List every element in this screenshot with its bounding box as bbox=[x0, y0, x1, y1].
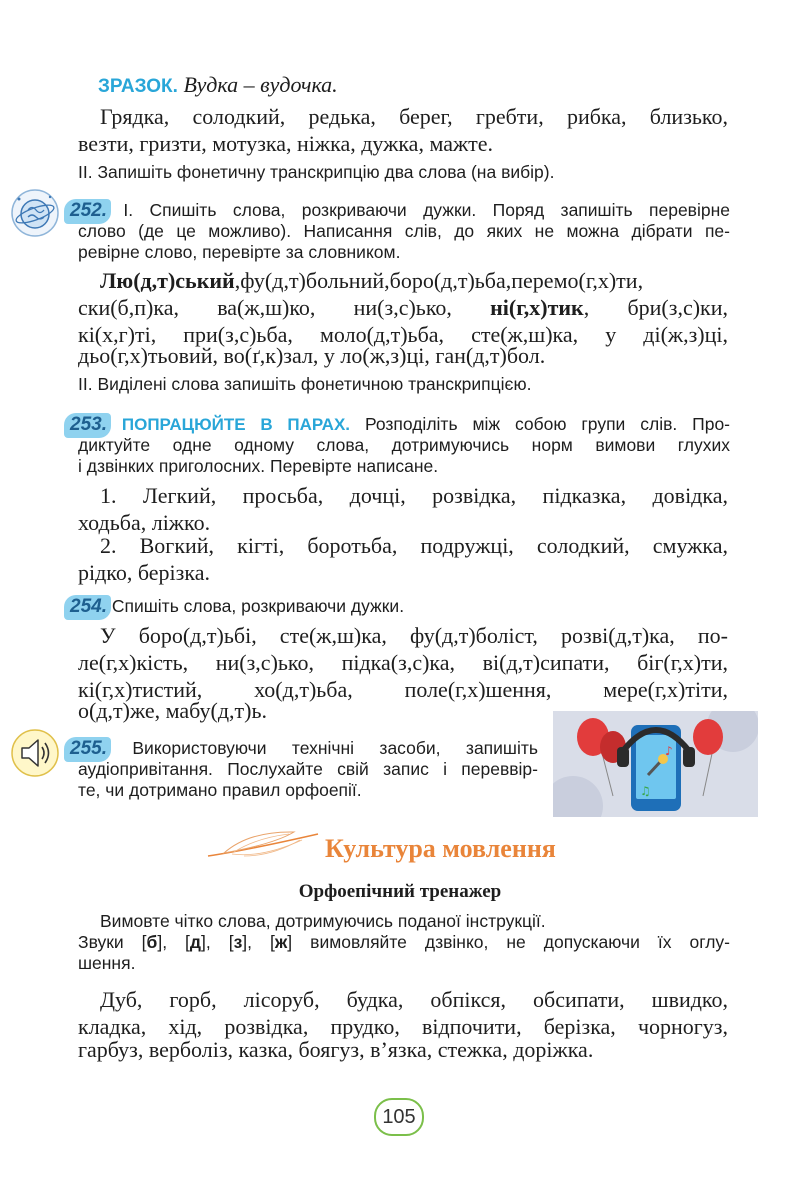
instruction-2 bbox=[78, 932, 730, 953]
ex253-group1a: 1. Легкий, просьба, дочці, розвідка, підказка, довідка, bbox=[100, 483, 728, 508]
ex255-line3: те, чи дотримано правил орфоепії. bbox=[78, 780, 362, 800]
ex252-words-line1 bbox=[100, 267, 728, 295]
ex253-group1b: ходьба, ліжко. bbox=[78, 510, 211, 535]
sound-d: д bbox=[189, 932, 202, 952]
ex253-group2b: рідко, берізка. bbox=[78, 560, 210, 585]
drill-words-line3: гарбуз, верболіз, казка, боягуз, в’язка, стежка, доріжка. bbox=[78, 1037, 594, 1062]
ex253-number: 253. bbox=[70, 414, 107, 435]
ex252-line1 bbox=[70, 200, 730, 221]
sound-b: б bbox=[146, 932, 158, 952]
svg-text:♫: ♫ bbox=[640, 784, 651, 798]
ex255-text: Використовуючи технічні засоби, запишіть bbox=[132, 738, 538, 758]
words-line: везти, гризти, мотузка, ніжка, дужка, мажте. bbox=[78, 131, 494, 156]
feather-ornament-icon bbox=[204, 826, 324, 866]
words-block-1b bbox=[78, 130, 728, 158]
task-ii-transcription: II. Запишіть фонетичну транскрипцію два слова (на вибір). bbox=[78, 162, 555, 182]
ex255-number: 255. bbox=[70, 738, 107, 759]
instr-text: ], [ bbox=[201, 932, 234, 952]
ex253-line2: диктуйте одне одному слова, дотримуючись норм вимови глухих bbox=[78, 435, 730, 455]
drill-words-line2: кладка, хід, розвідка, прудко, відпочити, берізка, чорногуз, bbox=[78, 1014, 728, 1039]
ex253-group2a: 2. Вогкий, кігті, боротьба, подружці, солодкий, смужка, bbox=[100, 533, 728, 558]
ex252-line3: ревірне слово, перевірте за словником. bbox=[78, 242, 401, 262]
word-list: ски(б,п)ка, ва(ж,ш)ко, ни(з,с)ько, bbox=[78, 295, 491, 320]
instr-text: ], [ bbox=[157, 932, 190, 952]
speaker-icon bbox=[10, 728, 60, 778]
ex254-words-line4: о(д,т)же, мабу(д,т)ь. bbox=[78, 698, 268, 723]
sound-zh: ж bbox=[274, 932, 288, 952]
instr-text: ], [ bbox=[242, 932, 275, 952]
word-list: ,фу(д,т)больний,боро(д,т)ьба,перемо(г,х)ти, bbox=[234, 268, 644, 293]
ex254-words-line3: кі(г,х)тистий, хо(д,т)ьба, поле(г,х)шення, мере(г,х)тіти, bbox=[78, 677, 728, 702]
ex253-text: Розподіліть між собою групи слів. Про- bbox=[364, 414, 730, 434]
words-line: Грядка, солодкий, редька, берег, гребти, рибка, близько, bbox=[100, 104, 728, 129]
words-block-1 bbox=[100, 103, 728, 131]
ex254-words-line2: ле(г,х)кість, ни(з,с)ько, підка(з,с)ка, ві(д,т)сипати, біг(г,х)ти, bbox=[78, 650, 728, 675]
ex252-task-ii: II. Виділені слова запишіть фонетичною транскрипцією. bbox=[78, 374, 532, 394]
ex254-text: Спишіть слова, розкриваючи дужки. bbox=[111, 596, 405, 616]
drill-words-line1: Дуб, горб, лісоруб, будка, обпікся, обсипати, швидко, bbox=[100, 987, 728, 1012]
ex252-words-line4: дьо(г,х)тьовий, во(ґ,к)зал, у ло(ж,з)ці, ган(д,т)бол. bbox=[78, 343, 546, 368]
ex255-line2: аудіопривітання. Послухайте свій запис і переввір- bbox=[78, 759, 538, 779]
bold-word: ні(г,х)тик bbox=[490, 295, 584, 320]
bold-word: Лю(д,т)ський bbox=[100, 268, 235, 293]
page-number: 105 bbox=[374, 1098, 424, 1136]
ex252-words-line3: кі(х,г)ті, при(з,с)ьба, моло(д,т)ьба, сте(ж,ш)ка, у ді(ж,з)ці, bbox=[78, 322, 728, 347]
phone-headphones-illustration bbox=[553, 711, 758, 817]
svg-text:♪: ♪ bbox=[665, 744, 673, 758]
section-title: Культура мовлення bbox=[325, 834, 556, 863]
ex252-line2: слово (де це можливо). Написання слів, до яких не можна дібрати пе- bbox=[78, 221, 730, 241]
sample-text: Вудка – вудочка. bbox=[183, 72, 338, 97]
ex253-line3: і дзвінких приголосних. Перевірте написане. bbox=[78, 456, 439, 476]
section-subtitle: Орфоепічний тренажер bbox=[298, 881, 502, 902]
ex252-number: 252. bbox=[70, 200, 107, 221]
sound-z: з bbox=[233, 932, 243, 952]
sample-line bbox=[98, 71, 738, 101]
word-list: , бри(з,с)ки, bbox=[583, 295, 728, 320]
instr-text: ] вимовляйте дзвінко, не допускаючи їх оглу- bbox=[287, 932, 730, 952]
ex253-line1 bbox=[70, 414, 730, 435]
ex255-line1 bbox=[70, 738, 538, 759]
ex252-words-line2 bbox=[78, 294, 728, 322]
instruction-1: Вимовте чітко слова, дотримуючись поданої інструкції. bbox=[100, 911, 546, 931]
ex252-text: I. Спишіть слова, розкриваючи дужки. Поряд запишіть перевірне bbox=[123, 200, 730, 220]
ex254-number: 254. bbox=[70, 596, 107, 617]
ex254-line1 bbox=[70, 596, 730, 617]
pair-work-label: ПОПРАЦЮЙТЕ В ПАРАХ. bbox=[121, 415, 351, 434]
instr-text: Звуки [ bbox=[78, 932, 147, 952]
sample-label: ЗРАЗОК. bbox=[98, 76, 178, 97]
globe-brain-icon bbox=[10, 188, 60, 238]
ex254-words-line1: У боро(д,т)ьбі, сте(ж,ш)ка, фу(д,т)боліст, розві(д,т)ка, по- bbox=[100, 623, 728, 648]
instruction-3: шення. bbox=[78, 953, 136, 973]
